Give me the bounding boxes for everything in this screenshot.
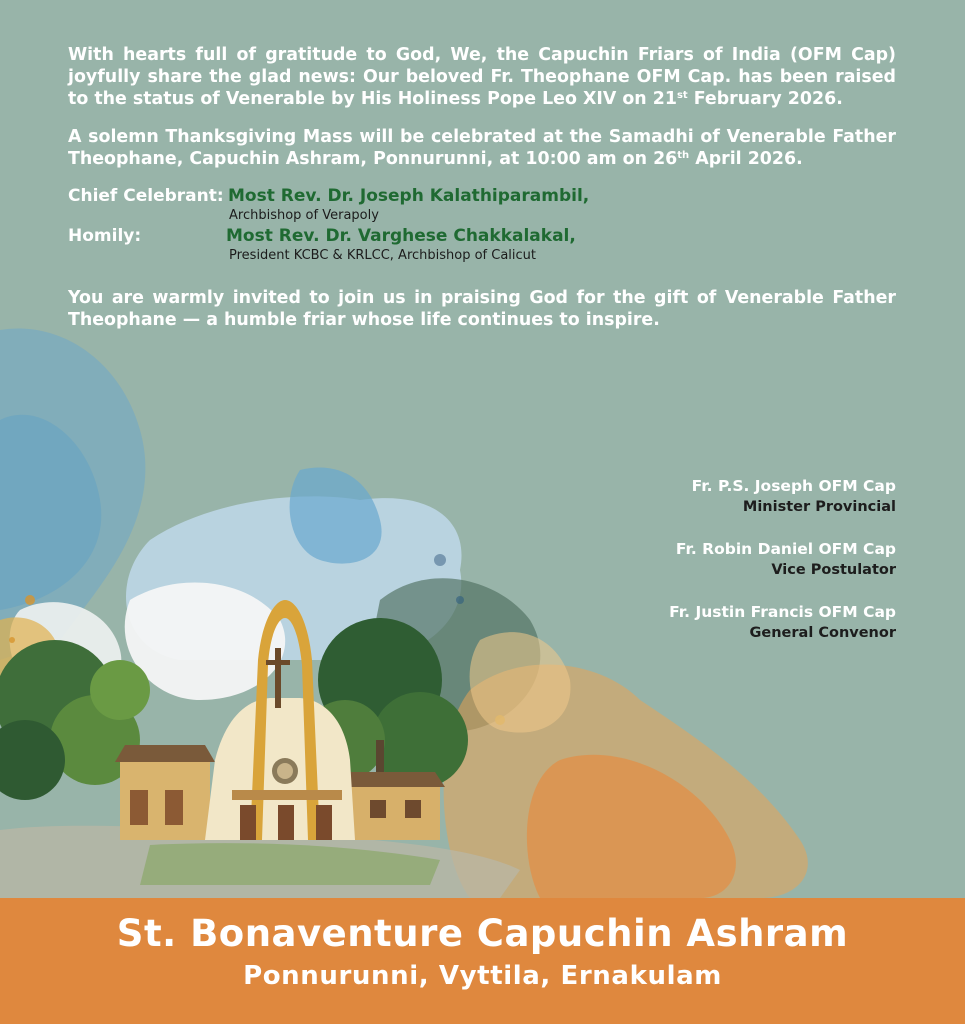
signatory-role: Vice Postulator (771, 562, 896, 578)
signatory (669, 476, 896, 517)
signatory-role: General Convenor (749, 625, 896, 641)
chief-celebrant-title: Archbishop of Verapoly (229, 208, 379, 223)
chief-celebrant-row (68, 186, 896, 208)
signatory-role: Minister Provincial (742, 499, 896, 515)
chief-celebrant-name: Most Rev. Dr. Joseph Kalathiparambil, (228, 186, 590, 206)
p1-date: February 2026. (687, 89, 843, 109)
chief-celebrant-label: Chief Celebrant: (68, 186, 224, 206)
invitation-paragraph: You are warmly invited to join us in praising God for the gift of Venerable Father Theophane — a humble friar whose life continues to inspire. (68, 288, 896, 330)
signatory-name: Fr. Robin Daniel OFM Cap (675, 540, 896, 558)
homily-label: Homily: (68, 226, 142, 246)
homily-name: Most Rev. Dr. Varghese Chakkalakal, (226, 226, 576, 246)
homily-row (68, 226, 896, 248)
footer-subtitle: Ponnurunni, Vyttila, Ernakulam (243, 961, 722, 991)
footer-title: St. Bonaventure Capuchin Ashram (116, 912, 849, 955)
p1-ordinal: st (676, 90, 688, 101)
announcement-paragraph-1 (68, 44, 896, 110)
signatories (669, 476, 896, 665)
announcement-paragraph-2 (68, 126, 896, 170)
signatory-name: Fr. P.S. Joseph OFM Cap (691, 477, 896, 495)
p2-ordinal: th (677, 150, 690, 161)
signatory (669, 602, 896, 643)
signatory (669, 539, 896, 580)
homily-title-row (68, 248, 896, 266)
chief-celebrant-title-row (68, 208, 896, 226)
p2-date: April 2026. (689, 149, 803, 169)
p1-text: With hearts full of gratitude to God, We, the Capuchin Friars of India (OFM Cap) joyfully share the glad news: Our beloved Fr. Theophane OFM Cap. has been raised to the status of Venerable by His Holiness Pope Leo XIV on 21 (68, 45, 896, 109)
signatory-name: Fr. Justin Francis OFM Cap (669, 603, 896, 621)
p2-text: A solemn Thanksgiving Mass will be celebrated at the Samadhi of Venerable Father Theophane, Capuchin Ashram, Ponnurunni, at 10:00 am on 26 (68, 127, 896, 169)
announcement-text (68, 44, 896, 331)
homily-title: President KCBC & KRLCC, Archbishop of Calicut (229, 248, 537, 263)
